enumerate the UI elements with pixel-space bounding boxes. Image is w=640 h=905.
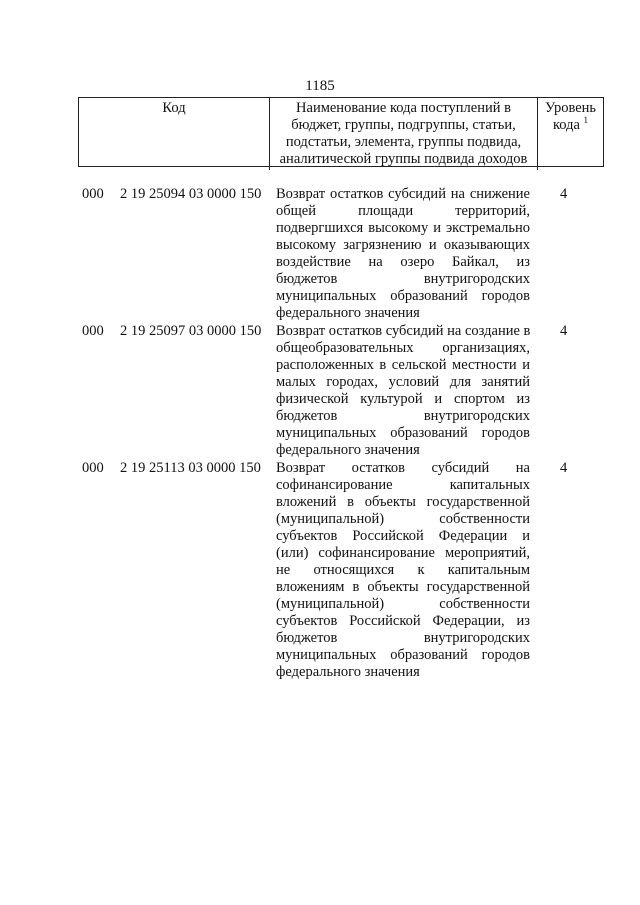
table-header	[78, 97, 604, 167]
name-line: Возврат остатков субсидий на	[276, 460, 530, 476]
header-name	[269, 98, 537, 170]
name-line: субъектов Российской Федерации, из	[276, 613, 530, 629]
header-name-line: подстатьи, элемента, группы подвида,	[285, 134, 522, 150]
name-line: софинансирование капитальных	[276, 477, 530, 493]
revenue-name	[276, 460, 530, 681]
name-line: муниципальных образований городов	[276, 288, 530, 304]
header-level-line1: Уровень	[544, 100, 597, 116]
name-line: Возврат остатков субсидий на снижение	[276, 186, 530, 202]
name-line: воздействие на озеро Байкал, из	[276, 254, 530, 270]
revenue-name	[276, 323, 530, 459]
name-line: субъектов Российской Федерации и	[276, 528, 530, 544]
header-level	[537, 98, 603, 170]
name-line: федерального значения	[276, 305, 420, 321]
revenue-code: 2 19 25113 03 0000 150	[120, 460, 261, 476]
admin-code: 000	[82, 186, 104, 202]
name-line: вложений в объекты государственной	[276, 494, 530, 510]
name-line: Возврат остатков субсидий на создание в	[276, 323, 531, 339]
code-level: 4	[560, 186, 568, 202]
header-level-line2	[542, 117, 599, 134]
name-line: (муниципальной) собственности	[276, 596, 530, 612]
name-line: физической культурой и спортом из	[276, 391, 530, 407]
revenue-code: 2 19 25094 03 0000 150	[120, 186, 262, 202]
page-number: 1185	[305, 78, 335, 94]
revenue-code: 2 19 25097 03 0000 150	[120, 323, 262, 339]
table-body	[0, 186, 640, 682]
name-line: федерального значения	[276, 664, 420, 680]
footnote-marker: 1	[583, 115, 589, 126]
name-line: бюджетов внутригородских	[276, 630, 530, 646]
table-row	[0, 460, 640, 681]
name-line: общеобразовательных организациях,	[276, 340, 530, 356]
name-line: муниципальных образований городов	[276, 647, 530, 663]
header-name-line: Наименование кода поступлений в	[296, 100, 511, 116]
header-level-text: кода	[552, 117, 580, 133]
revenue-name	[276, 186, 530, 322]
name-line: бюджетов внутригородских	[276, 408, 530, 424]
name-line: муниципальных образований городов	[276, 425, 530, 441]
name-line: (муниципальной) собственности	[276, 511, 530, 527]
table-row	[0, 323, 640, 459]
name-line: (или) софинансирование мероприятий,	[276, 545, 530, 561]
name-line: расположенных в сельской местности и	[276, 357, 530, 373]
name-line: федерального значения	[276, 442, 420, 458]
header-name-line: бюджет, группы, подгруппы, статьи,	[291, 117, 516, 133]
code-level: 4	[560, 323, 568, 339]
admin-code: 000	[82, 460, 104, 476]
admin-code: 000	[82, 323, 104, 339]
name-line: не относящихся к капитальным	[276, 562, 530, 578]
code-level: 4	[560, 460, 568, 476]
table-row	[0, 186, 640, 322]
name-line: высокому загрязнению и оказывающих	[276, 237, 530, 253]
name-line: малых городах, условий для занятий	[276, 374, 530, 390]
name-line: вложениям в объекты государственной	[276, 579, 530, 595]
name-line: бюджетов внутригородских	[276, 271, 530, 287]
name-line: подвергшихся высокому и экстремально	[276, 220, 530, 236]
name-line: общей площади территорий,	[276, 203, 530, 219]
header-name-line: аналитической группы подвида доходов	[279, 151, 528, 167]
header-code: Код	[162, 100, 186, 116]
